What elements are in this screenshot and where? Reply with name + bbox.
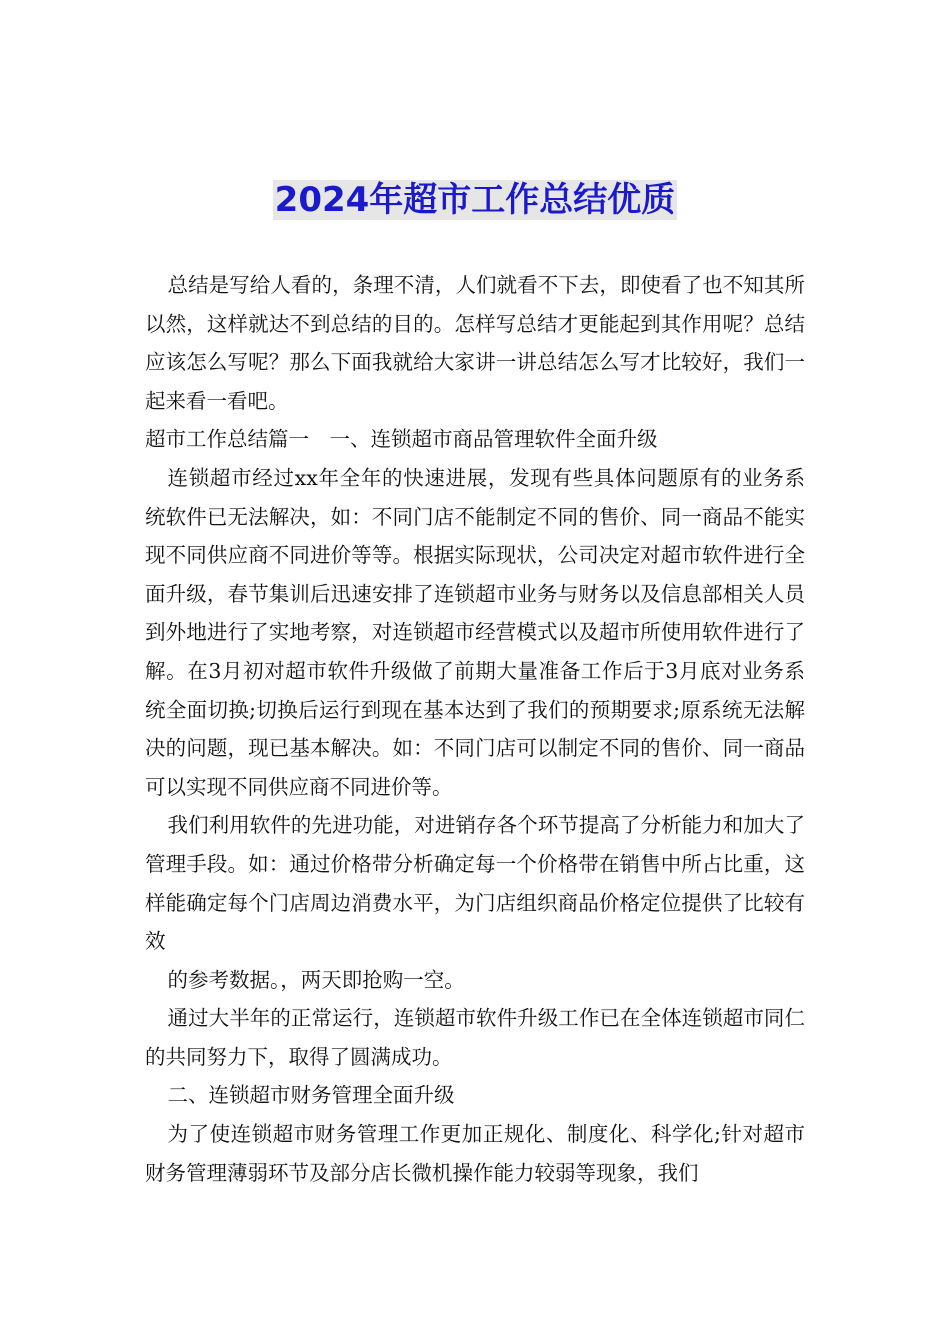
body-paragraph: 的参考数据。，两天即抢购一空。 — [167, 967, 465, 992]
body-paragraph: 连锁超市经过xx年全年的快速进展，发现有些具体问题原有的业务系统软件已无法解决，如：不同门店不能制定不同的售价、同一商品不能实现不同供应商不同进价等等。根据实际现状，公司决定对超市软件进行全面升级，春节集训后迅速安排了连锁超市业务与财务以及信息部相关人员到外地进行了实地考察，对连锁超市经营模式以及超市所使用软件进行了解。在3月初对超市软件升级做了前期大量准备工作后于3月底对业务系统全面切换;切换后运行到现在基本达到了我们的预期要求;原系统无法解决的问题，现已基本解决。如：不同门店可以制定不同的售价、同一商品可以实现不同供应商不同进价等。 — [145, 465, 805, 799]
body-paragraph: 通过大半年的正常运行，连锁超市软件升级工作已在全体连锁超市同仁的共同努力下，取得了圆满成功。 — [145, 1006, 805, 1069]
body-paragraph: 为了使连锁超市财务管理工作更加正规化、制度化、科学化;针对超市财务管理薄弱环节及部分店长微机操作能力较弱等现象，我们 — [145, 1122, 805, 1185]
document-body — [145, 266, 805, 1192]
section-heading-1: 超市工作总结篇一 一、连锁超市商品管理软件全面升级 — [145, 427, 658, 452]
body-paragraph: 我们利用软件的先进功能，对进销存各个环节提高了分析能力和加大了管理手段。如：通过价格带分析确定每一个价格带在销售中所占比重，这样能确定每个门店周边消费水平，为门店组织商品价格定位提供了比较有效 — [145, 813, 805, 954]
section-heading-2: 二、连锁超市财务管理全面升级 — [167, 1083, 455, 1108]
document-title — [0, 176, 950, 224]
document-title-text: 2024年超市工作总结优质 — [274, 180, 676, 220]
intro-paragraph: 总结是写给人看的，条理不清，人们就看不下去，即使看了也不知其所以然，这样就达不到总结的目的。怎样写总结才更能起到其作用呢？总结应该怎么写呢？那么下面我就给大家讲一讲总结怎么写才比较好，我们一起来看一看吧。 — [145, 273, 805, 413]
